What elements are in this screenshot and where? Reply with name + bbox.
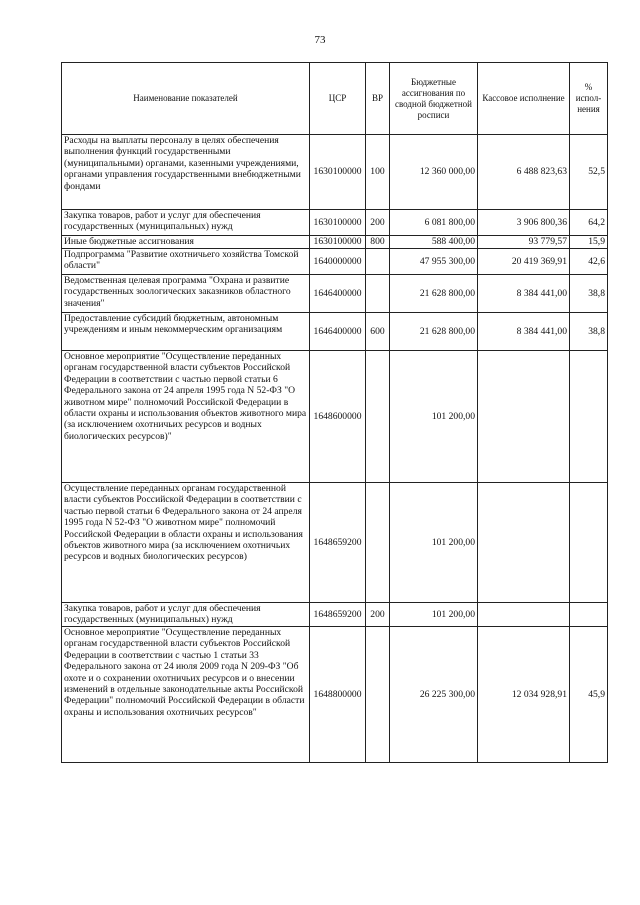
row-csr: 1630100000: [310, 210, 366, 236]
row-vr: [366, 483, 390, 603]
header-name: Наименование показателей: [62, 63, 310, 135]
row-budget: 101 200,00: [390, 483, 478, 603]
row-vr: 600: [366, 313, 390, 351]
row-name: Осуществление переданных органам государственной власти субъектов Российской Федерации в соответствии с частью первой статьи 6 Федерального закона от 24 апреля 1995 года N 52-ФЗ "О животном мире" полномочий Российской Федерации в области охраны и использования объектов животного мира (за исключением охотничьих ресурсов и водных биологических ресурсов): [62, 483, 310, 603]
row-budget: 588 400,00: [390, 236, 478, 249]
row-percent: 15,9: [570, 236, 608, 249]
row-name: Ведомственная целевая программа "Охрана и развитие государственных зоологических заказников областного значения": [62, 275, 310, 313]
row-budget: 6 081 800,00: [390, 210, 478, 236]
row-csr: 1630100000: [310, 135, 366, 210]
row-percent: [570, 603, 608, 627]
table-row: [62, 275, 608, 313]
row-csr: 1640000000: [310, 249, 366, 275]
table-row: [62, 236, 608, 249]
row-cash: 8 384 441,00: [478, 275, 570, 313]
row-vr: [366, 275, 390, 313]
row-csr: 1648600000: [310, 351, 366, 483]
row-name: Подпрограмма "Развитие охотничьего хозяйства Томской области": [62, 249, 310, 275]
row-name: Расходы на выплаты персоналу в целях обеспечения выполнения функций государственными (муниципальными) органами, казенными учреждениями, органами управления государственными внебюджетными фондами: [62, 135, 310, 210]
table-row: [62, 210, 608, 236]
row-csr: 1648659200: [310, 483, 366, 603]
row-vr: 100: [366, 135, 390, 210]
row-name: Предоставление субсидий бюджетным, автономным учреждениям и иным некоммерческим организациям: [62, 313, 310, 351]
row-vr: 200: [366, 210, 390, 236]
row-budget: 26 225 300,00: [390, 627, 478, 763]
row-name: Иные бюджетные ассигнования: [62, 236, 310, 249]
row-budget: 101 200,00: [390, 603, 478, 627]
row-cash: 8 384 441,00: [478, 313, 570, 351]
row-cash: 3 906 800,36: [478, 210, 570, 236]
header-csr: ЦСР: [310, 63, 366, 135]
row-budget: 47 955 300,00: [390, 249, 478, 275]
row-cash: 12 034 928,91: [478, 627, 570, 763]
table-row: [62, 483, 608, 603]
table-header-row: [62, 63, 608, 135]
row-budget: 21 628 800,00: [390, 313, 478, 351]
header-percent: % испол-нения: [570, 63, 608, 135]
row-cash: 93 779,57: [478, 236, 570, 249]
row-budget: 101 200,00: [390, 351, 478, 483]
table-row: [62, 313, 608, 351]
row-cash: 6 488 823,63: [478, 135, 570, 210]
row-percent: [570, 483, 608, 603]
header-cash: Кассовое исполнение: [478, 63, 570, 135]
row-vr: [366, 351, 390, 483]
row-vr: 200: [366, 603, 390, 627]
header-budget: Бюджетные ассигнования по сводной бюджетной росписи: [390, 63, 478, 135]
row-percent: [570, 351, 608, 483]
row-vr: [366, 249, 390, 275]
row-csr: 1648659200: [310, 603, 366, 627]
table-row: [62, 249, 608, 275]
row-name: Основное мероприятие "Осуществление переданных органам государственной власти субъектов Российской Федерации в соответствии с частью первой статьи 6 Федерального закона от 24 апреля 1995 года N 52-ФЗ "О животном мире" полномочий Российской Федерации в области охраны и использования объектов животного мира (за исключением охотничьих ресурсов и водных биологических ресурсов)": [62, 351, 310, 483]
row-percent: 45,9: [570, 627, 608, 763]
row-csr: 1646400000: [310, 313, 366, 351]
table-row: [62, 627, 608, 763]
row-cash: 20 419 369,91: [478, 249, 570, 275]
page-number: 73: [314, 34, 326, 46]
table-row: [62, 135, 608, 210]
row-vr: [366, 627, 390, 763]
row-percent: 38,8: [570, 275, 608, 313]
row-percent: 64,2: [570, 210, 608, 236]
row-csr: 1648800000: [310, 627, 366, 763]
row-cash: [478, 351, 570, 483]
row-percent: 52,5: [570, 135, 608, 210]
table-row: [62, 351, 608, 483]
row-budget: 21 628 800,00: [390, 275, 478, 313]
row-budget: 12 360 000,00: [390, 135, 478, 210]
row-percent: 42,6: [570, 249, 608, 275]
row-csr: 1646400000: [310, 275, 366, 313]
table-row: [62, 603, 608, 627]
row-name: Закупка товаров, работ и услуг для обеспечения государственных (муниципальных) нужд: [62, 210, 310, 236]
row-cash: [478, 603, 570, 627]
row-name: Закупка товаров, работ и услуг для обеспечения государственных (муниципальных) нужд: [62, 603, 310, 627]
row-name: Основное мероприятие "Осуществление переданных органам государственной власти субъектов Российской Федерации в соответствии с частью 1 статьи 33 Федерального закона от 24 июля 2009 года N 209-ФЗ "Об охоте и о сохранении охотничьих ресурсов и о внесении изменений в отдельные законодательные акты Российской Федерации" полномочий Российской Федерации в области охраны и использования охотничьих ресурсов": [62, 627, 310, 763]
row-vr: 800: [366, 236, 390, 249]
row-cash: [478, 483, 570, 603]
budget-execution-table: [61, 62, 608, 763]
header-vr: ВР: [366, 63, 390, 135]
row-percent: 38,8: [570, 313, 608, 351]
row-csr: 1630100000: [310, 236, 366, 249]
